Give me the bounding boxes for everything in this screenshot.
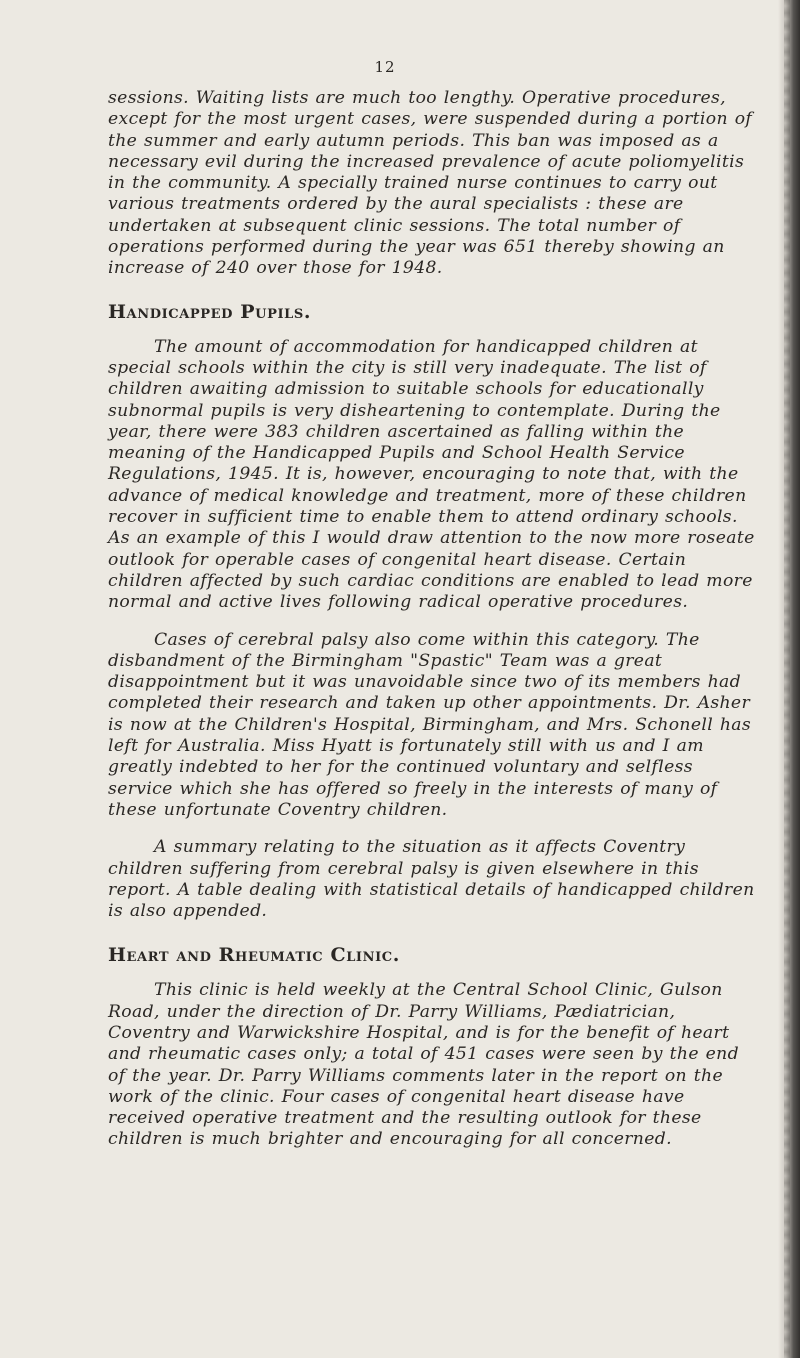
cerebral-palsy-paragraph: Cases of cerebral palsy also come within this category. The disbandment of the Birmingham "Spastic" Team was a great disappointment but it was unavoidable since two of its members had completed their research and taken up other appointments. Dr. Asher is now at the Children's Hospital, Birmingham, and Mrs. Schonell has left for Australia. Miss Hyatt is fortunately still with us and I am greatly indebted to her for the continued voluntary and selfless service which she has offered so freely in the interests of many of these unfortunate Coventry children. (108, 629, 752, 820)
binding-edge-texture (784, 0, 790, 1358)
page-number: 12 (374, 58, 396, 76)
heart-rheumatic-clinic-heading: Heart and Rheumatic Clinic. (108, 944, 400, 967)
document-body (108, 88, 758, 1151)
intro-paragraph: sessions. Waiting lists are much too lengthy. Operative procedures, except for the most urgent cases, were suspended during a portion of the summer and early autumn periods. This ban was imposed as a necessary evil during the increased prevalence of acute poliomyelitis in the community. A specially trained nurse continues to carry out various treatments ordered by the aural specialists : these are undertaken at subsequent clinic sessions. The total number of operations performed during the year was 651 thereby showing an increase of 240 over those for 1948. (108, 88, 753, 279)
summary-paragraph: A summary relating to the situation as it affects Coventry children suffering from cerebral palsy is given elsewhere in this report. A table dealing with statistical details of handicapped children is also appended. (108, 837, 755, 922)
handicapped-pupils-heading: Handicapped Pupils. (108, 300, 312, 323)
heart-clinic-paragraph: This clinic is held weekly at the Central School Clinic, Gulson Road, under the direction of Dr. Parry Williams, Pædiatrician, Coventry and Warwickshire Hospital, and is for the benefit of heart and rheumatic cases only; a total of 451 cases were seen by the end of the year. Dr. Parry Williams comments later in the report on the work of the clinic. Four cases of congenital heart disease have received operative treatment and the resulting outlook for these children is much brighter and encouraging for all concerned. (108, 980, 739, 1150)
handicapped-accommodation-paragraph: The amount of accommodation for handicapped children at special schools within the city is still very inadequate. The list of children awaiting admission to suitable schools for educationally subnormal pupils is very disheartening to contemplate. During the year, there were 383 children ascertained as falling within the meaning of the Handicapped Pupils and School Health Service Regulations, 1945. It is, however, encouraging to note that, with the advance of medical knowledge and treatment, more of these children recover in sufficient time to enable them to attend ordinary schools. As an example of this I would draw attention to the now more roseate outlook for operable cases of congenital heart disease. Certain children affected by such cardiac conditions are enabled to lead more normal and active lives following radical operative procedures. (108, 336, 755, 613)
